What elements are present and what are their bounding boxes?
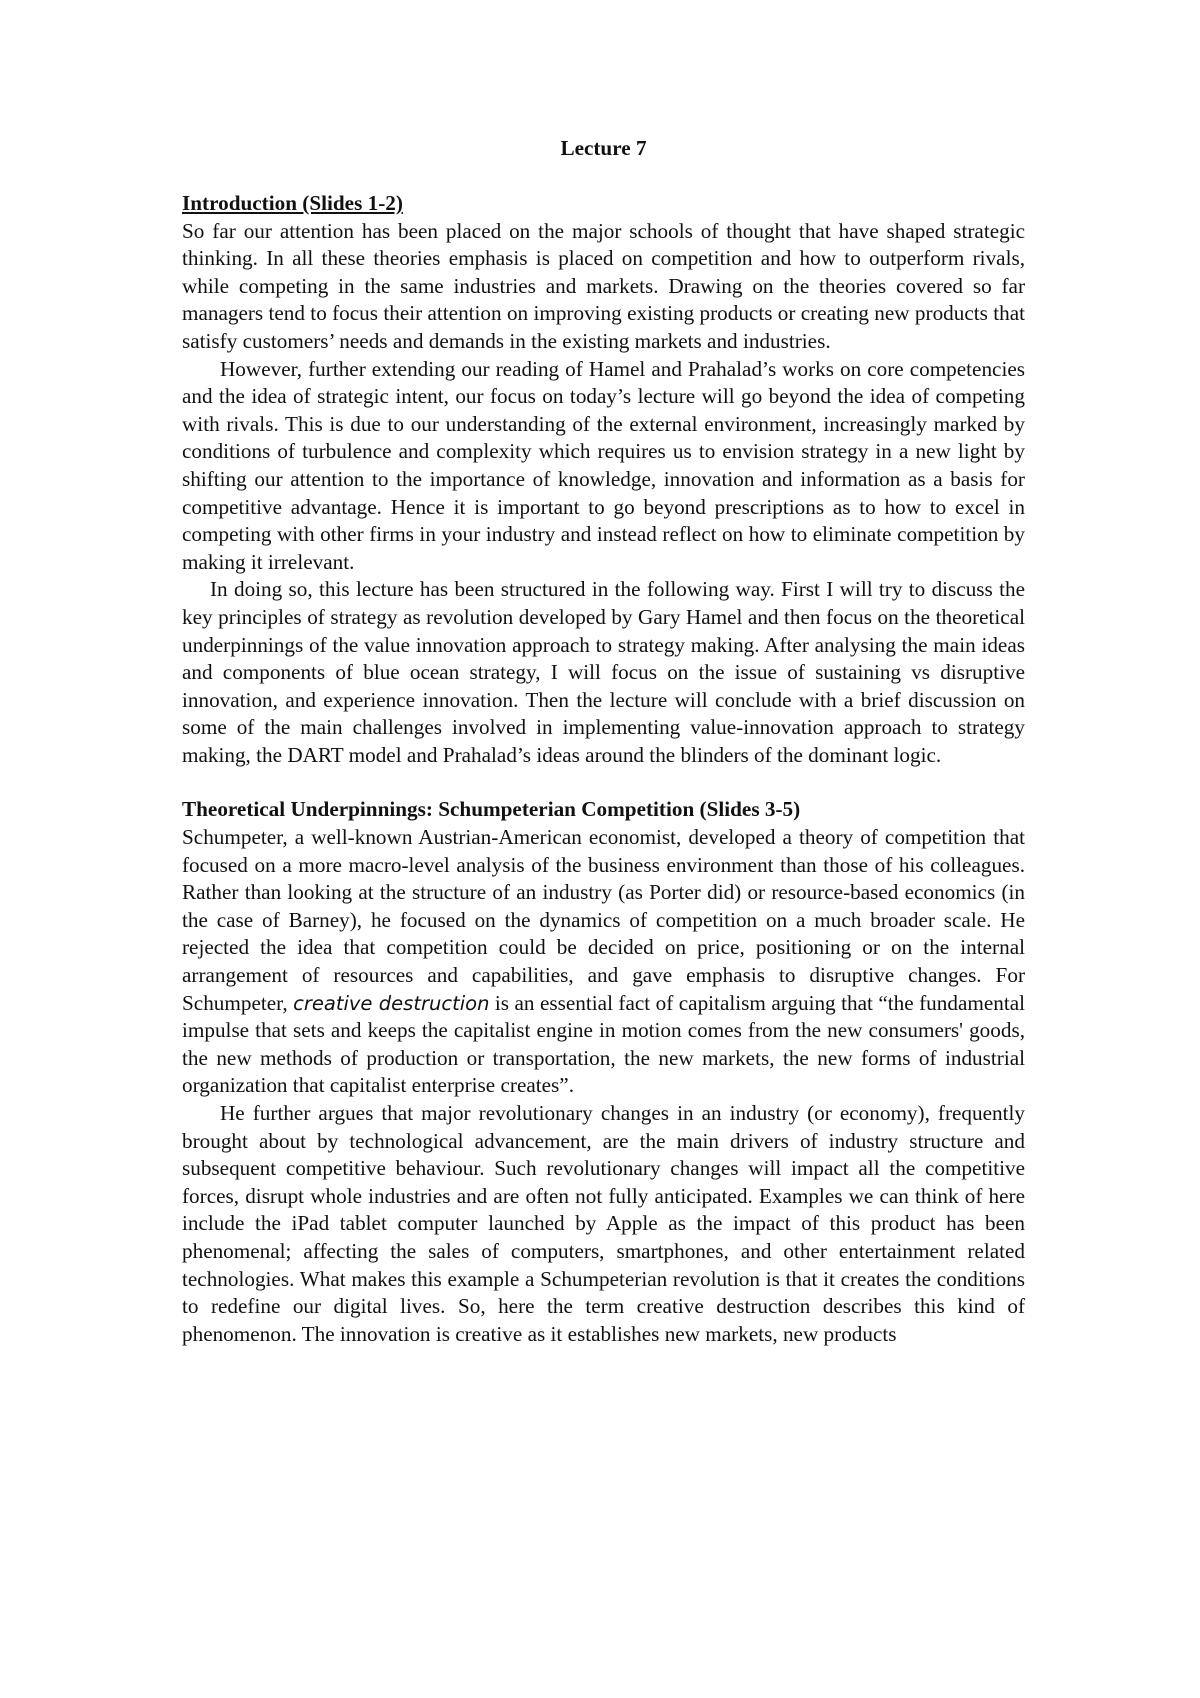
intro-paragraph-1: So far our attention has been placed on the major schools of thought that have shaped strategic thinking. In all these theories emphasis is placed on competition and how to outperform rivals, while competing in the same industries and markets. Drawing on the theories covered so far managers tend to focus their attention on improving existing products or creating new products that satisfy customers’ needs and demands in the existing markets and industries. <box>182 218 1025 353</box>
intro-paragraph-2: However, further extending our reading of Hamel and Prahalad’s works on core competencies and the idea of strategic intent, our focus on today’s lecture will go beyond the idea of competing with rivals. This is due to our understanding of the external environment, increasingly marked by conditions of turbulence and complexity which requires us to envision strategy in a new light by shifting our attention to the importance of knowledge, innovation and information as a basis for competitive advantage. Hence it is important to go beyond prescriptions as to how to excel in competing with other firms in your industry and instead reflect on how to eliminate competition by making it irrelevant. <box>182 356 1025 574</box>
schumpeter-paragraph-1-part-b: is an essential fact of capitalism arguing that “the fundamental impulse that sets and keeps the capitalist engine in motion comes from the new consumers' goods, the new methods of production or transportation, the new markets, the new forms of industrial organization that capitalist enterprise creates”. <box>182 990 1026 1098</box>
page-title: Lecture 7 <box>560 136 647 160</box>
creative-destruction-term: creative destruction <box>293 991 490 1015</box>
document-page <box>182 134 1025 1348</box>
schumpeter-paragraph-2: He further argues that major revolutionary changes in an industry (or economy), frequently brought about by technological advancement, are the main drivers of industry structure and subsequent competitive behaviour. Such revolutionary changes will impact all the competitive forces, disrupt whole industries and are often not fully anticipated. Examples we can think of here include the iPad tablet computer launched by Apple as the impact of this product has been phenomenal; affecting the sales of computers, smartphones, and other entertainment related technologies. What makes this example a Schumpeterian revolution is that it creates the conditions to redefine our digital lives. So, here the term creative destruction describes this kind of phenomenon. The innovation is creative as it establishes new markets, new products <box>182 1101 1025 1346</box>
intro-paragraph-3: In doing so, this lecture has been structured in the following way. First I will try to discuss the key principles of strategy as revolution developed by Gary Hamel and then focus on the theoretical underpinnings of the value innovation approach to strategy making. After analysing the main ideas and components of blue ocean strategy, I will focus on the issue of sustaining vs disruptive innovation, and experience innovation. Then the lecture will conclude with a brief discussion on some of the main challenges involved in implementing value-innovation approach to strategy making, the DART model and Prahalad’s ideas around the blinders of the dominant logic. <box>182 577 1025 767</box>
schumpeter-paragraph-1 <box>182 824 1025 1100</box>
section-heading-introduction: Introduction (Slides 1-2) <box>182 191 403 215</box>
schumpeter-paragraph-1-part-a: Schumpeter, a well-known Austrian-American economist, developed a theory of competition that focused on a more macro-level analysis of the business environment than those of his colleagues. Rather than looking at the structure of an industry (as Porter did) or resource-based economics (in the case of Barney), he focused on the dynamics of competition on a much broader scale. He rejected the idea that competition could be decided on price, positioning or on the internal arrangement of resources and capabilities, and gave emphasis to disruptive changes. For Schumpeter, <box>182 825 1025 1015</box>
section-heading-schumpeter: Theoretical Underpinnings: Schumpeterian Competition (Slides 3-5) <box>182 797 801 822</box>
